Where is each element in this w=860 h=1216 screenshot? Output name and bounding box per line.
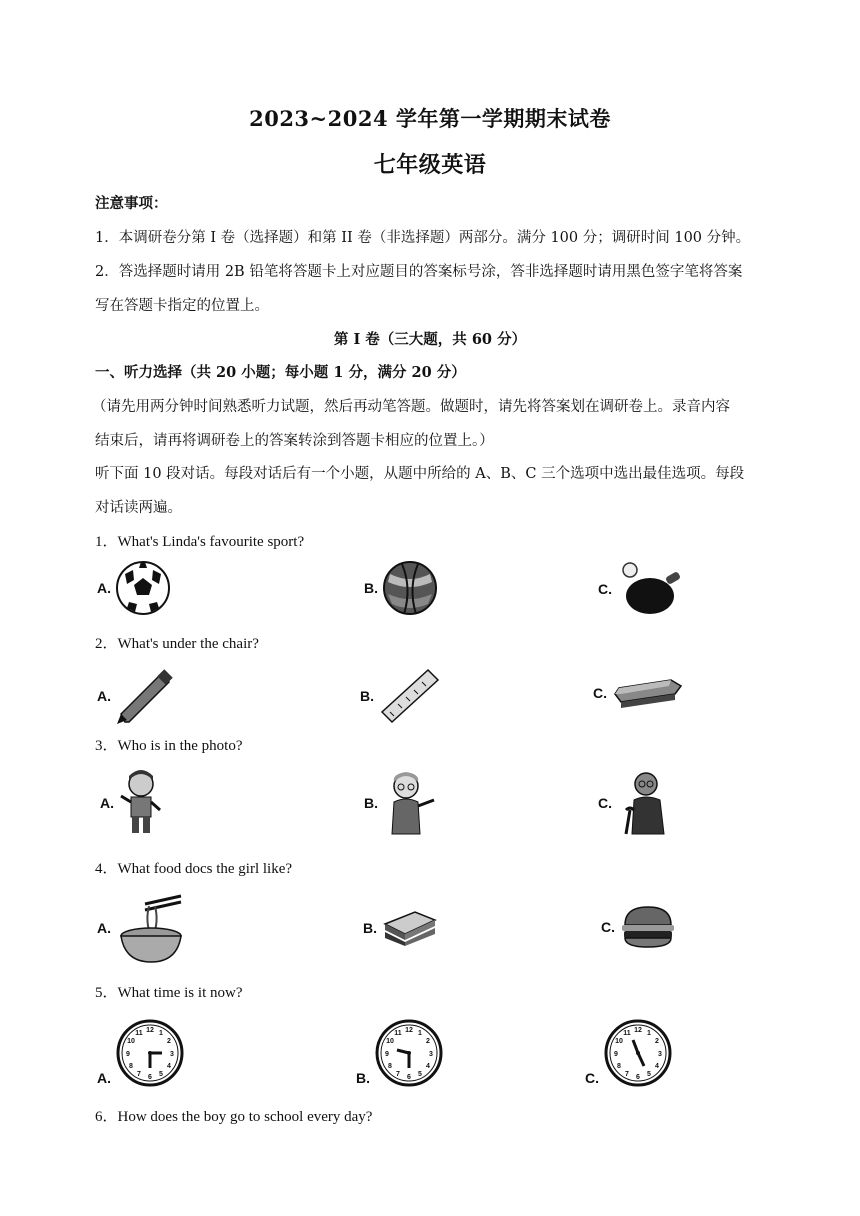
svg-text:8: 8 bbox=[388, 1063, 392, 1070]
question-1-option-c[interactable] bbox=[598, 560, 680, 618]
svg-text:3: 3 bbox=[170, 1051, 174, 1058]
svg-text:5: 5 bbox=[647, 1071, 651, 1078]
svg-text:3: 3 bbox=[658, 1051, 662, 1058]
option-letter: C. bbox=[598, 581, 612, 597]
exam-subtitle: 七年级英语 bbox=[373, 152, 487, 178]
exam-title: 2023~2024 学年第一学期期末试卷 bbox=[249, 106, 611, 131]
volume-title: 第 I 卷（三大题，共 60 分） bbox=[333, 331, 527, 348]
section-instructions-line-1: （请先用两分钟时间熟悉听力试题，然后再动笔答题。做题时，请先将答案划在调研卷上。录音内容 bbox=[92, 399, 730, 415]
ruler-icon bbox=[378, 668, 444, 724]
svg-text:4: 4 bbox=[426, 1063, 430, 1070]
question-5-option-a[interactable] bbox=[97, 1018, 185, 1088]
clock-icon bbox=[603, 1018, 673, 1088]
question-2-text: 2．What's under the chair? bbox=[95, 636, 259, 652]
svg-text:12: 12 bbox=[146, 1027, 154, 1034]
question-5-text: 5．What time is it now? bbox=[95, 985, 243, 1001]
svg-text:4: 4 bbox=[167, 1063, 171, 1070]
option-letter: B. bbox=[364, 795, 378, 811]
pencil-icon bbox=[115, 668, 179, 724]
svg-text:3: 3 bbox=[429, 1051, 433, 1058]
option-letter: A. bbox=[97, 688, 111, 704]
svg-text:10: 10 bbox=[386, 1038, 394, 1045]
section-heading: 一、听力选择（共 20 小题；每小题 1 分，满分 20 分） bbox=[95, 364, 466, 381]
question-4-option-b[interactable] bbox=[363, 908, 439, 948]
svg-text:9: 9 bbox=[385, 1051, 389, 1058]
question-2-option-c[interactable] bbox=[593, 676, 683, 710]
option-letter: A. bbox=[97, 1070, 111, 1086]
svg-text:8: 8 bbox=[129, 1063, 133, 1070]
option-letter: C. bbox=[593, 685, 607, 701]
sandwich-icon bbox=[381, 908, 439, 948]
option-letter: B. bbox=[363, 920, 377, 936]
svg-text:2: 2 bbox=[655, 1038, 659, 1045]
question-1-option-b[interactable] bbox=[364, 560, 438, 616]
option-letter: B. bbox=[360, 688, 374, 704]
svg-text:9: 9 bbox=[126, 1051, 130, 1058]
question-2-option-a[interactable] bbox=[97, 668, 179, 724]
svg-text:10: 10 bbox=[615, 1038, 623, 1045]
question-5-option-c[interactable] bbox=[585, 1018, 673, 1088]
section-intro-line-2: 对话读两遍。 bbox=[95, 500, 182, 516]
question-4-option-c[interactable] bbox=[601, 905, 677, 949]
notes-item-1: 1．本调研卷分第 I 卷（选择题）和第 II 卷（非选择题）两部分。满分 100 分；调研时间 100 分钟。 bbox=[95, 230, 751, 246]
question-4-text: 4．What food docs the girl like? bbox=[95, 861, 293, 877]
question-5-option-b[interactable] bbox=[356, 1018, 444, 1088]
option-letter: A. bbox=[97, 580, 111, 596]
svg-text:9: 9 bbox=[614, 1051, 618, 1058]
option-letter: A. bbox=[100, 795, 114, 811]
noodles-bowl-icon bbox=[115, 892, 185, 964]
svg-text:4: 4 bbox=[655, 1063, 659, 1070]
svg-text:1: 1 bbox=[647, 1030, 651, 1037]
svg-text:7: 7 bbox=[137, 1071, 141, 1078]
svg-text:5: 5 bbox=[159, 1071, 163, 1078]
pencil-case-icon bbox=[611, 676, 683, 710]
svg-text:5: 5 bbox=[418, 1071, 422, 1078]
section-intro-line-1: 听下面 10 段对话。每段对话后有一个小题，从题中所给的 A、B、C 三个选项中选出最佳选项。每段 bbox=[95, 466, 745, 482]
question-6-text: 6．How does the boy go to school every day? bbox=[95, 1109, 373, 1125]
option-letter: B. bbox=[364, 580, 378, 596]
svg-text:8: 8 bbox=[617, 1063, 621, 1070]
question-3-option-b[interactable] bbox=[364, 770, 438, 836]
svg-text:2: 2 bbox=[426, 1038, 430, 1045]
clock-icon bbox=[115, 1018, 185, 1088]
svg-text:10: 10 bbox=[127, 1038, 135, 1045]
option-letter: A. bbox=[97, 920, 111, 936]
svg-text:12: 12 bbox=[634, 1027, 642, 1034]
svg-text:11: 11 bbox=[394, 1030, 402, 1037]
option-letter: C. bbox=[598, 795, 612, 811]
hamburger-icon bbox=[619, 905, 677, 949]
question-1-text: 1．What's Linda's favourite sport? bbox=[95, 534, 305, 550]
notes-item-2-line-2: 写在答题卡指定的位置上。 bbox=[95, 298, 269, 314]
grandmother-icon bbox=[382, 770, 438, 836]
svg-text:12: 12 bbox=[405, 1027, 413, 1034]
svg-text:7: 7 bbox=[396, 1071, 400, 1078]
question-3-option-a[interactable] bbox=[100, 770, 164, 836]
question-3-text: 3．Who is in the photo? bbox=[95, 738, 243, 754]
question-1-option-a[interactable] bbox=[97, 560, 171, 616]
grandfather-icon bbox=[616, 770, 672, 836]
question-3-option-c[interactable] bbox=[598, 770, 672, 836]
clock-icon bbox=[374, 1018, 444, 1088]
ping-pong-paddle-icon bbox=[616, 560, 680, 618]
boy-icon bbox=[118, 770, 164, 836]
option-letter: C. bbox=[585, 1070, 599, 1086]
svg-text:7: 7 bbox=[625, 1071, 629, 1078]
question-4-option-a[interactable] bbox=[97, 892, 185, 964]
option-letter: B. bbox=[356, 1070, 370, 1086]
section-instructions-line-2: 结束后，请再将调研卷上的答案转涂到答题卡相应的位置上。） bbox=[95, 433, 494, 449]
svg-text:1: 1 bbox=[418, 1030, 422, 1037]
svg-text:6: 6 bbox=[148, 1074, 152, 1081]
svg-text:1: 1 bbox=[159, 1030, 163, 1037]
volleyball-icon bbox=[382, 560, 438, 616]
soccer-ball-icon bbox=[115, 560, 171, 616]
notes-item-2-line-1: 2．答选择题时请用 2B 铅笔将答题卡上对应题目的答案标号涂，答非选择题时请用黑色签字笔将答案 bbox=[95, 264, 743, 280]
svg-text:6: 6 bbox=[636, 1074, 640, 1081]
svg-text:6: 6 bbox=[407, 1074, 411, 1081]
notes-heading: 注意事项： bbox=[95, 195, 168, 212]
svg-text:2: 2 bbox=[167, 1038, 171, 1045]
svg-text:11: 11 bbox=[135, 1030, 143, 1037]
svg-text:11: 11 bbox=[623, 1030, 631, 1037]
question-2-option-b[interactable] bbox=[360, 668, 444, 724]
option-letter: C. bbox=[601, 919, 615, 935]
